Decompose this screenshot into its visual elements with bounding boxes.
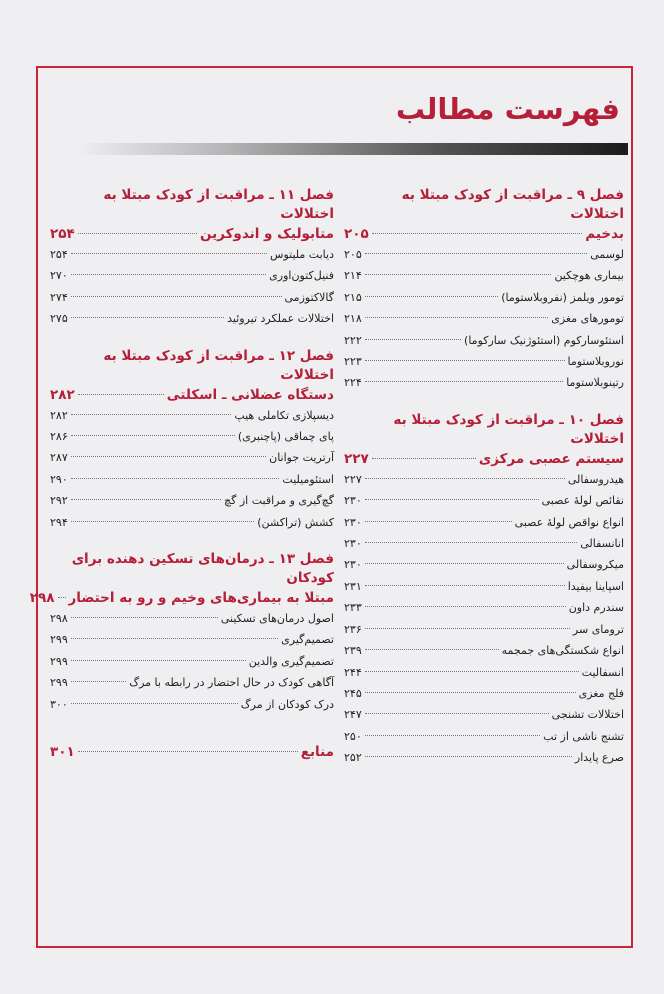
entry-label: لوسمی xyxy=(590,248,624,261)
dot-leader xyxy=(365,274,552,275)
entry-label: ترومای سر xyxy=(572,622,624,636)
dot-leader xyxy=(365,381,563,382)
dot-leader xyxy=(365,478,565,479)
dot-leader xyxy=(71,617,218,618)
entry-label: انانسفالی xyxy=(580,537,624,551)
entry-label: رتینوبلاستوما xyxy=(566,376,624,390)
entry-page-number: ۲۸۶ xyxy=(50,430,68,444)
dot-leader xyxy=(58,597,66,598)
entry-label: دیسپلازی تکاملی هیپ xyxy=(234,408,334,422)
entry-page-number: ۲۹۹ xyxy=(50,633,68,647)
entry-label: تومورهای مغزی xyxy=(551,312,624,326)
dot-leader xyxy=(365,542,577,543)
entry-page-number: ۲۸۷ xyxy=(50,451,68,465)
entry-page-number: ۲۵۴ xyxy=(50,248,68,261)
dot-leader xyxy=(365,713,549,714)
dot-leader xyxy=(365,360,565,361)
entry-page-number: ۲۱۵ xyxy=(344,290,362,304)
toc-entry xyxy=(50,672,334,693)
toc-column-left xyxy=(29,186,334,769)
toc-entry xyxy=(50,287,334,308)
toc-entry xyxy=(344,287,624,308)
entry-page-number: ۳۰۰ xyxy=(50,697,68,711)
toc-entry xyxy=(344,265,624,286)
dot-leader xyxy=(71,435,235,436)
toc-entry xyxy=(344,683,624,704)
entry-label: فنیل‌کتون‌اوری xyxy=(269,269,334,283)
dot-leader xyxy=(365,628,570,629)
entry-label: اصول درمان‌های تسکینی xyxy=(220,612,334,626)
toc-chapter xyxy=(344,186,624,404)
entry-page-number: ۲۲۲ xyxy=(344,333,362,347)
toc-entry xyxy=(50,405,334,426)
chapter-page-number: ۲۸۲ xyxy=(50,386,75,403)
dot-leader xyxy=(365,692,576,693)
chapter-title-line xyxy=(29,588,334,608)
toc-entry xyxy=(344,576,624,597)
title-gradient-rule xyxy=(78,143,628,155)
dot-leader xyxy=(372,233,583,234)
spacer xyxy=(50,732,334,742)
entry-page-number: ۲۹۴ xyxy=(50,515,68,529)
toc-entry xyxy=(344,308,624,329)
entry-page-number: ۲۴۵ xyxy=(344,686,362,700)
dot-leader xyxy=(78,751,298,752)
entry-page-number: ۲۷۰ xyxy=(50,269,68,283)
dot-leader xyxy=(365,649,499,650)
toc-entry xyxy=(344,619,624,640)
chapter-page-number: ۲۵۴ xyxy=(50,226,75,242)
chapter-page-number: ۲۹۸ xyxy=(29,590,55,607)
toc-entry xyxy=(344,640,624,661)
chapter-title-line xyxy=(50,224,334,244)
entry-page-number: ۲۴۷ xyxy=(344,708,362,722)
toc-chapter xyxy=(50,186,334,340)
entry-label: اختلالات عملکرد تیروئید xyxy=(227,312,334,326)
dot-leader xyxy=(365,521,512,522)
toc-entry xyxy=(344,372,624,393)
dot-leader xyxy=(71,660,246,661)
toc-entry xyxy=(50,244,334,265)
chapter-subtitle: متابولیک و اندوکرین xyxy=(199,226,334,242)
toc-entry xyxy=(344,533,624,554)
entry-label: درک کودکان از مرگ xyxy=(240,697,334,711)
toc-entry xyxy=(344,512,624,533)
entry-page-number: ۲۹۲ xyxy=(50,494,68,508)
entry-label: نقائص لولهٔ عصبی xyxy=(541,494,624,508)
toc-entry xyxy=(50,694,334,715)
spacer xyxy=(50,715,334,725)
dot-leader xyxy=(71,414,232,415)
chapter-subtitle: سیستم عصبی مرکزی xyxy=(478,450,624,467)
entry-page-number: ۲۹۹ xyxy=(50,654,68,668)
entry-page-number: ۲۷۵ xyxy=(50,312,68,326)
dot-leader xyxy=(365,317,548,318)
entry-page-number: ۲۷۴ xyxy=(50,290,68,304)
toc-entry xyxy=(50,608,334,629)
entry-page-number: ۲۳۰ xyxy=(344,515,362,529)
entry-page-number: ۲۰۵ xyxy=(344,248,362,261)
spacer xyxy=(344,394,624,404)
entry-label: تومور ویلمز (نفروبلاستوما) xyxy=(501,290,624,304)
chapter-title: فصل ۹ ـ مراقبت از کودک مبتلا به اختلالات xyxy=(401,187,624,222)
toc-entry xyxy=(50,308,334,329)
entry-label: استئومیلیت xyxy=(282,472,334,486)
entry-label: دیابت ملیتوس xyxy=(270,248,334,261)
toc-entry xyxy=(50,265,334,286)
toc-chapter xyxy=(50,347,334,543)
entry-label: اختلالات تشنجی xyxy=(551,708,624,722)
chapter-page-number: ۲۲۷ xyxy=(344,450,369,467)
toc-entry xyxy=(344,726,624,747)
dot-leader xyxy=(365,339,461,340)
toc-entry xyxy=(50,629,334,650)
toc-entry xyxy=(50,490,334,511)
spacer xyxy=(50,533,334,543)
dot-leader xyxy=(71,521,255,522)
chapter-page-number: ۳۰۱ xyxy=(50,744,75,761)
entry-label: استئوسارکوم (استئوژنیک سارکوما) xyxy=(464,333,624,347)
chapter-title: فصل ۱۱ ـ مراقبت از کودک مبتلا به اختلالات xyxy=(103,187,334,222)
entry-page-number: ۲۳۰ xyxy=(344,494,362,508)
entry-label: آگاهی کودک در حال احتضار در رابطه با مرگ xyxy=(129,676,334,690)
entry-page-number: ۲۹۹ xyxy=(50,676,68,690)
dot-leader xyxy=(71,296,282,297)
toc-chapter xyxy=(29,550,334,725)
entry-label: هیدروسفالی xyxy=(567,472,624,486)
dot-leader xyxy=(71,478,280,479)
toc-entry xyxy=(344,597,624,618)
entry-label: تصمیم‌گیری xyxy=(281,633,334,647)
entry-page-number: ۲۲۳ xyxy=(344,355,362,369)
entry-page-number: ۲۱۸ xyxy=(344,312,362,326)
chapter-subtitle: مبتلا به بیماری‌های وخیم و رو به احتضار xyxy=(68,590,334,607)
entry-label: گالاکتوزمی xyxy=(284,290,334,304)
toc-entry xyxy=(344,330,624,351)
dot-leader xyxy=(365,253,587,254)
chapter-page-number: ۲۰۵ xyxy=(344,226,369,242)
entry-page-number: ۲۵۲ xyxy=(344,751,362,765)
toc-entry xyxy=(50,469,334,490)
toc-entry xyxy=(344,747,624,768)
dot-leader xyxy=(71,681,127,682)
entry-label: کشش (تراکشن) xyxy=(257,515,334,529)
entry-page-number: ۲۸۲ xyxy=(50,408,68,422)
toc-entry xyxy=(344,244,624,265)
dot-leader xyxy=(365,296,499,297)
chapter-title-line xyxy=(50,385,334,405)
chapter-title: فصل ۱۳ ـ درمان‌های تسکین دهنده برای کودکان xyxy=(71,551,334,587)
entry-page-number: ۲۴۴ xyxy=(344,665,362,679)
chapter-subtitle: بدخیم xyxy=(585,226,624,242)
page-title: فهرست مطالب xyxy=(395,92,620,126)
chapter-title-line xyxy=(344,449,624,469)
entry-label: نوروبلاستوما xyxy=(567,355,624,369)
entry-page-number: ۲۱۴ xyxy=(344,269,362,283)
chapter-subtitle: منابع xyxy=(300,744,334,761)
dot-leader xyxy=(71,499,221,500)
entry-page-number: ۲۳۶ xyxy=(344,622,362,636)
dot-leader xyxy=(365,563,564,564)
entry-label: بیماری هوچکین xyxy=(554,269,624,283)
dot-leader xyxy=(365,756,572,757)
entry-page-number: ۲۳۰ xyxy=(344,558,362,572)
toc-entry xyxy=(50,447,334,468)
dot-leader xyxy=(71,274,266,275)
toc-column-right xyxy=(344,186,624,776)
entry-label: انواع شکستگی‌های جمجمه xyxy=(501,644,624,658)
toc-entry xyxy=(344,554,624,575)
dot-leader xyxy=(78,394,164,395)
toc-entry xyxy=(50,512,334,533)
dot-leader xyxy=(71,253,267,254)
dot-leader xyxy=(372,458,476,459)
entry-label: میکروسفالی xyxy=(566,558,624,572)
entry-label: گچ‌گیری و مراقبت از گچ xyxy=(224,494,334,508)
dot-leader xyxy=(365,671,579,672)
chapter-title-line xyxy=(344,224,624,244)
toc-chapter xyxy=(344,411,624,769)
dot-leader xyxy=(365,735,540,736)
toc-entry xyxy=(344,704,624,725)
entry-page-number: ۲۲۷ xyxy=(344,472,362,486)
dot-leader xyxy=(71,456,266,457)
toc-entry xyxy=(50,426,334,447)
entry-label: سندرم داون xyxy=(568,601,624,615)
toc-entry xyxy=(344,351,624,372)
dot-leader xyxy=(365,499,539,500)
spacer xyxy=(50,330,334,340)
entry-page-number: ۲۹۸ xyxy=(50,612,68,626)
entry-label: آرتریت جوانان xyxy=(269,451,334,465)
entry-page-number: ۲۳۹ xyxy=(344,644,362,658)
dot-leader xyxy=(365,585,565,586)
entry-page-number: ۲۵۰ xyxy=(344,729,362,743)
dot-leader xyxy=(71,317,224,318)
entry-label: اسپاینا بیفیدا xyxy=(567,579,624,593)
entry-label: انسفالیت xyxy=(581,665,624,679)
toc-entry xyxy=(50,651,334,672)
toc-chapter xyxy=(50,732,334,762)
entry-label: پای چماقی (پاچنبری) xyxy=(237,430,334,444)
toc-entry xyxy=(344,662,624,683)
entry-label: تصمیم‌گیری والدین xyxy=(248,654,334,668)
entry-page-number: ۲۳۰ xyxy=(344,537,362,551)
dot-leader xyxy=(71,638,278,639)
entry-page-number: ۲۳۱ xyxy=(344,579,362,593)
dot-leader xyxy=(78,233,197,234)
entry-label: فلج مغزی xyxy=(578,686,624,700)
chapter-subtitle: دستگاه عضلانی ـ اسکلتی xyxy=(166,386,334,403)
entry-page-number: ۲۳۳ xyxy=(344,601,362,615)
toc-entry xyxy=(344,490,624,511)
chapter-title-line xyxy=(50,742,334,762)
entry-label: تشنج ناشی از تب xyxy=(543,729,624,743)
chapter-title: فصل ۱۲ ـ مراقبت از کودک مبتلا به اختلالات xyxy=(103,347,334,383)
entry-page-number: ۲۹۰ xyxy=(50,472,68,486)
dot-leader xyxy=(71,703,238,704)
entry-label: صرع پایدار xyxy=(574,751,624,765)
dot-leader xyxy=(365,606,566,607)
entry-page-number: ۲۲۴ xyxy=(344,376,362,390)
entry-label: انواع نواقص لولهٔ عصبی xyxy=(514,515,624,529)
toc-entry xyxy=(344,469,624,490)
chapter-title: فصل ۱۰ ـ مراقبت از کودک مبتلا به اختلالات xyxy=(393,411,624,447)
